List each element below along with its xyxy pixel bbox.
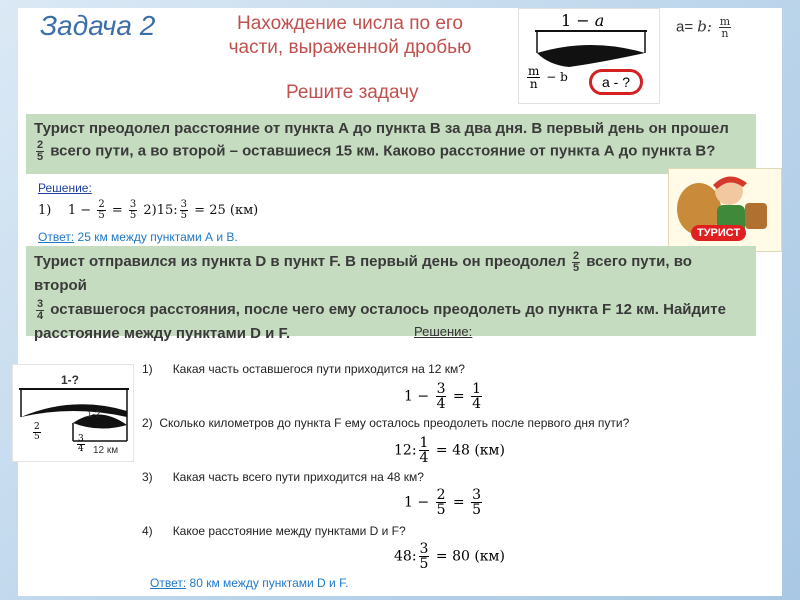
problem-1-line-2: $\frac{2}{5}$ всего пути, а во второй – оставшиеся 15 км. Каково расстояние от пункта А до пункта В? <box>37 139 716 163</box>
problem-2-line-2: $\frac{3}{4}$ оставшегося расстояния, после чего ему осталось преодолеть до пункта F 12 км. Найдите <box>37 297 726 322</box>
formula-answer-oval: a - ? <box>589 69 643 95</box>
step-2-formula: 12: $\frac{1}{4}$ = 48 (км) <box>394 435 505 466</box>
step-1-formula: 1 − $\frac{3}{4}$ = $\frac{1}{4}$ <box>404 381 482 412</box>
formula-fraction: $\frac{m}{n}$ − b <box>528 64 568 91</box>
diagram-km-label: 12 км <box>93 445 119 456</box>
tourist-sign: ТУРИСТ <box>691 225 746 241</box>
diagram-frac-a: $\frac{2}{5}$ <box>34 422 40 442</box>
formula-top-label: 1 − a <box>561 11 605 30</box>
problem-2-line-1: Турист отправился из пункта D в пункт F. В первый день он преодолел $\frac{2}{5}$ всего пути, во второй <box>34 249 692 294</box>
problem-1-line-1: Турист преодолел расстояние от пункта А до пункта В за два дня. В первый день он прошел <box>34 120 729 137</box>
diagram-top-label: 1-? <box>61 373 79 387</box>
diagram-inner-label: 1-? <box>87 409 101 419</box>
topic-line-1: Нахождение числа по его <box>237 13 463 34</box>
task-title: Задача 2 <box>40 10 156 41</box>
answer-2: Ответ: 80 км между пунктами D и F. <box>150 576 349 590</box>
problem-1-box <box>26 114 756 174</box>
solution-2-diagram <box>12 364 134 462</box>
diagram-frac-b: $\frac{3}{4}$ <box>78 434 84 454</box>
topic-line-2: части, выраженной дробью <box>228 37 472 58</box>
step-4-question: 4) Какое расстояние между пунктами D и F? <box>142 524 406 538</box>
problem-2-box <box>26 246 756 342</box>
answer-1: Ответ: 25 км между пунктами А и В. <box>38 230 238 244</box>
tourist-picture <box>668 168 782 252</box>
step-3-question: 3) Какая часть всего пути приходится на 48 км? <box>142 470 424 484</box>
solve-heading: Решите задачу <box>286 82 419 103</box>
step-1-question: 1) Какая часть оставшегося пути приходится на 12 км? <box>142 362 465 376</box>
step-4-formula: 48: $\frac{3}{5}$ = 80 (км) <box>394 541 505 572</box>
solution-1-heading: Решение: <box>38 181 92 195</box>
step-3-formula: 1 − $\frac{2}{5}$ = $\frac{3}{5}$ <box>404 487 482 518</box>
topic-title <box>200 12 500 60</box>
rule-formula: a= b: $\frac{m}{n}$ <box>676 15 731 40</box>
solution-1-formula: 1) 1 − $\frac{2}{5}$ = $\frac{3}{5}$ 2)15: $\frac{3}{5}$ = 25 (км) <box>38 199 259 221</box>
solution-2-heading: Решение: <box>414 324 473 339</box>
step-2-question: 2) Сколько километров до пункта F ему осталось преодолеть после первого дня пути? <box>142 416 630 430</box>
problem-2-line-3: расстояние между пунктами D и F. <box>34 325 291 342</box>
formula-picture <box>518 8 660 104</box>
